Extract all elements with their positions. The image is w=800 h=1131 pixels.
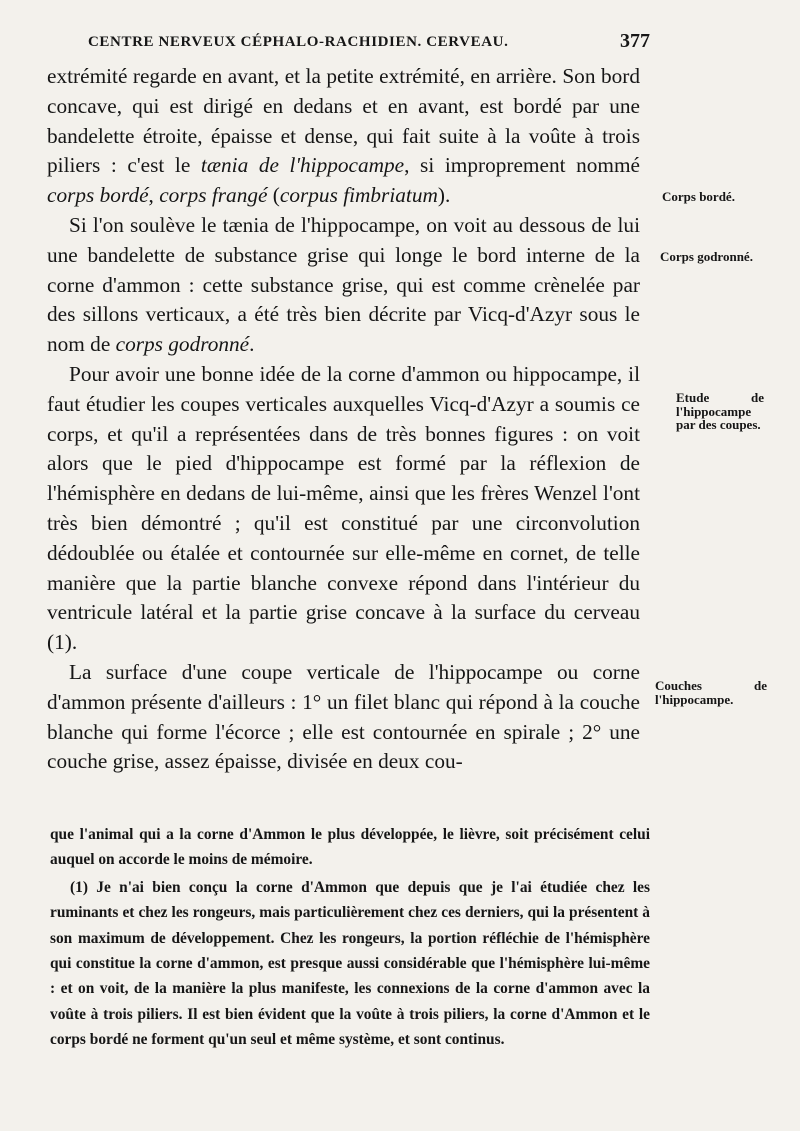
footnote-continuation: que l'animal qui a la corne d'Ammon le plus développée, le lièvre, soit précisément celui auquel on accorde le moins de mémoire. bbox=[50, 826, 650, 869]
page-number: 377 bbox=[620, 30, 650, 52]
margin-note-couches-hippocampe: Couches de l'hippocampe. bbox=[655, 678, 767, 707]
main-text bbox=[47, 62, 640, 777]
margin-note-corps-godronne: Corps godronné. bbox=[660, 249, 753, 264]
running-head: CENTRE NERVEUX CÉPHALO-RACHIDIEN. CERVEAU. bbox=[88, 34, 509, 50]
margin-note-corps-borde: Corps bordé. bbox=[662, 189, 735, 204]
paragraph-1 bbox=[47, 62, 640, 211]
p1-text-2: , si improprement nommé bbox=[404, 153, 641, 178]
margin-note-etude-hippocampe: Etude de l'hippocampe par des coupes. bbox=[676, 390, 764, 432]
p1-text-5: ). bbox=[437, 183, 451, 208]
p1-italic-corps-frange: corps frangé bbox=[159, 183, 268, 208]
p2-italic-corps-godronne: corps godronné bbox=[115, 332, 250, 357]
paragraph-3: Pour avoir une bonne idée de la corne d'ammon ou hippocampe, il faut étudier les coupes verticales auxquelles Vicq-d'Azyr a soumis ce corps, et qu'il a représentées dans de très bonnes figures : on voit alors que le pied d'hippocampe est formé par la réflexion de l'hémisphère en dedans de lui-même, ainsi que les frères Wenzel l'ont très bien démontré ; qu'il est constitué par une circonvolution dédoublée ou étalée et contournée sur elle-même en cornet, de telle manière que la partie blanche convexe répond dans l'intérieur du ventricule latéral et la partie grise concave à la surface du cerveau (1). bbox=[47, 361, 640, 655]
page-header bbox=[88, 30, 650, 60]
p1-text-3: , bbox=[148, 183, 160, 208]
p2-text-2: . bbox=[249, 332, 255, 357]
footnotes bbox=[50, 822, 650, 1053]
paragraph-2 bbox=[47, 211, 640, 360]
p1-text-1: extrémité regarde en avant, et la petite extrémité, en arrière. Son bord concave, qui est dirigé en dedans et en avant, est bordé par une bandelette étroite, épaisse et dense, qui fait suite à la voûte à trois piliers : c'est le bbox=[47, 64, 640, 178]
p1-italic-taenia: tænia de l'hippocampe bbox=[200, 153, 405, 178]
p1-text-4: ( bbox=[267, 183, 280, 208]
paragraph-4: La surface d'une coupe verticale de l'hippocampe ou corne d'ammon présente d'ailleurs : 1° un filet blanc qui répond à la couche blanche qui forme l'écorce ; elle est contournée en spirale ; 2° une couche grise, assez épaisse, divisée en deux cou- bbox=[47, 659, 640, 774]
footnote-1: (1) Je n'ai bien conçu la corne d'Ammon que depuis que je l'ai étudiée chez les ruminants et chez les rongeurs, mais particulièrement chez ces derniers, qui la présentent à son maximum de développement. Chez les rongeurs, la portion réfléchie de l'hémisphère qui constitue la corne d'ammon, est presque aussi considérable que l'hémisphère lui-même : et on voit, de la manière la plus manifeste, les connexions de la corne d'ammon avec la voûte à trois piliers. Il est bien évident que la voûte à trois piliers, la corne d'Ammon et le corps bordé ne forment qu'un seul et même système, et sont continus. bbox=[50, 878, 650, 1049]
p1-italic-corpus-fimbriatum: corpus fimbriatum bbox=[279, 183, 438, 208]
p2-text-1: Si l'on soulève le tænia de l'hippocampe, on voit au dessous de lui une bandelette de substance grise qui longe le bord interne de la corne d'ammon : cette substance grise, qui est comme crènelée par des sillons verticaux, a été très bien décrite par Vicq-d'Azyr sous le nom de bbox=[47, 212, 640, 357]
p1-italic-corps-borde: corps bordé bbox=[47, 183, 149, 208]
